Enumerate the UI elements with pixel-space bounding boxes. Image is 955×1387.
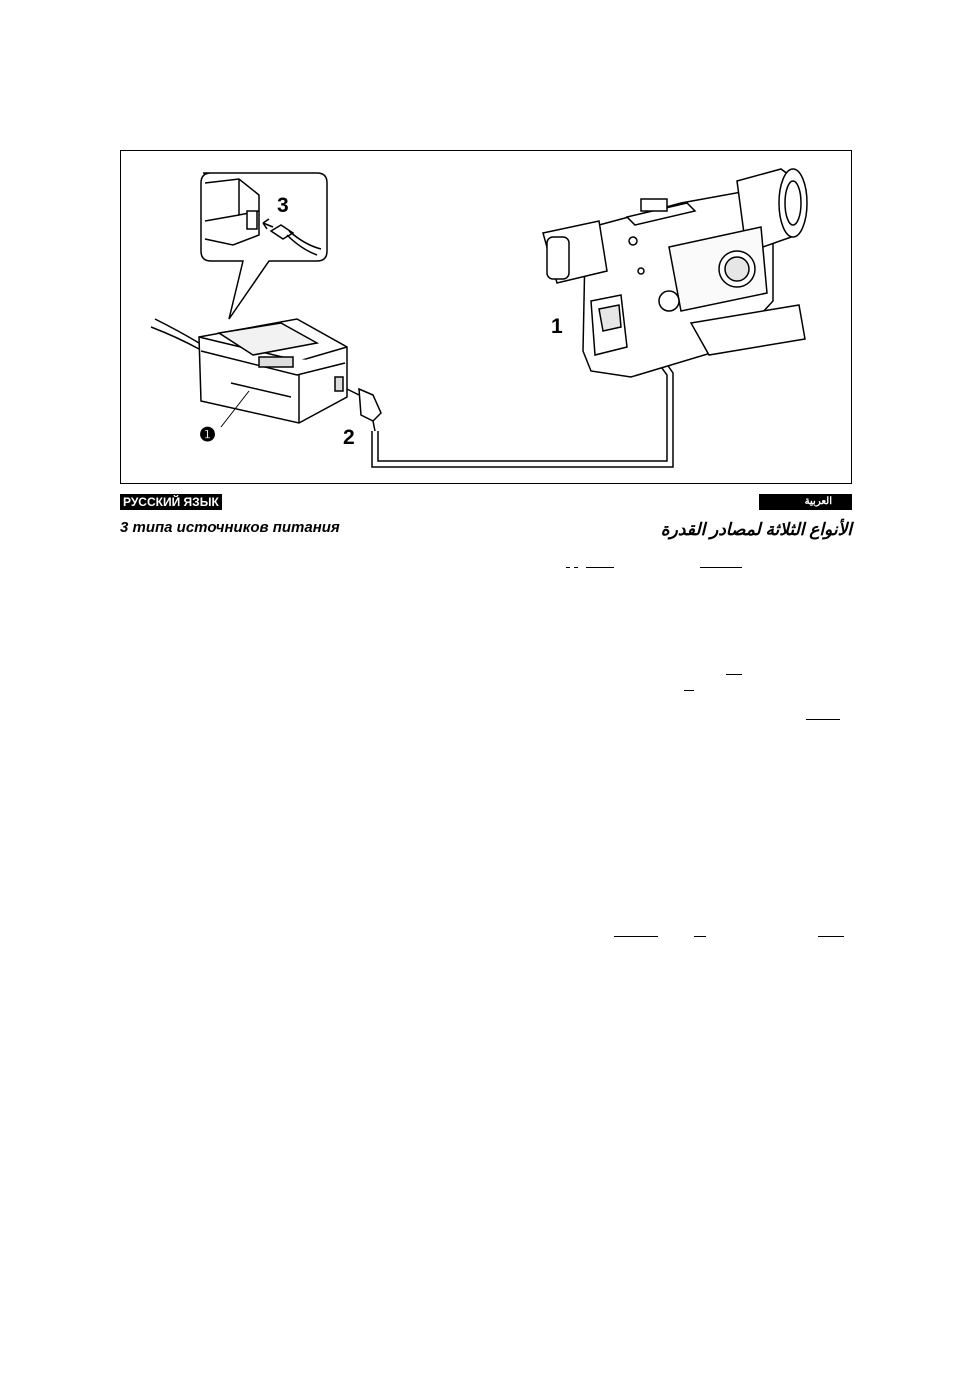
callout-dc-plug: 2: [343, 426, 355, 449]
text-mark: [586, 567, 614, 568]
russian-language-label: РУССКИЙ ЯЗЫК: [120, 494, 222, 510]
text-mark: [700, 567, 742, 568]
callout-ac-cord: 3: [277, 194, 289, 217]
marker-ac-adapter: ❶: [199, 425, 217, 446]
text-mark: [566, 567, 570, 568]
arabic-section-heading: الأنواع الثلاثة لمصادر القدرة: [660, 520, 852, 539]
connection-diagram: [120, 150, 852, 484]
text-mark: [726, 674, 742, 675]
text-mark: [818, 936, 844, 937]
russian-section-heading: 3 типа источников питания: [120, 519, 340, 536]
text-mark: [684, 690, 694, 691]
text-mark: [806, 719, 840, 720]
text-mark: [694, 936, 706, 937]
ac-adapter-illustration: [151, 319, 347, 423]
ac-inlet-inset: [201, 173, 327, 319]
arabic-language-label: العربية: [759, 494, 852, 510]
text-mark: [574, 567, 578, 568]
diagram-drawing: [121, 151, 852, 484]
text-mark: [614, 936, 658, 937]
callout-camera-port: 1: [551, 315, 563, 338]
camcorder-illustration: [543, 169, 807, 377]
